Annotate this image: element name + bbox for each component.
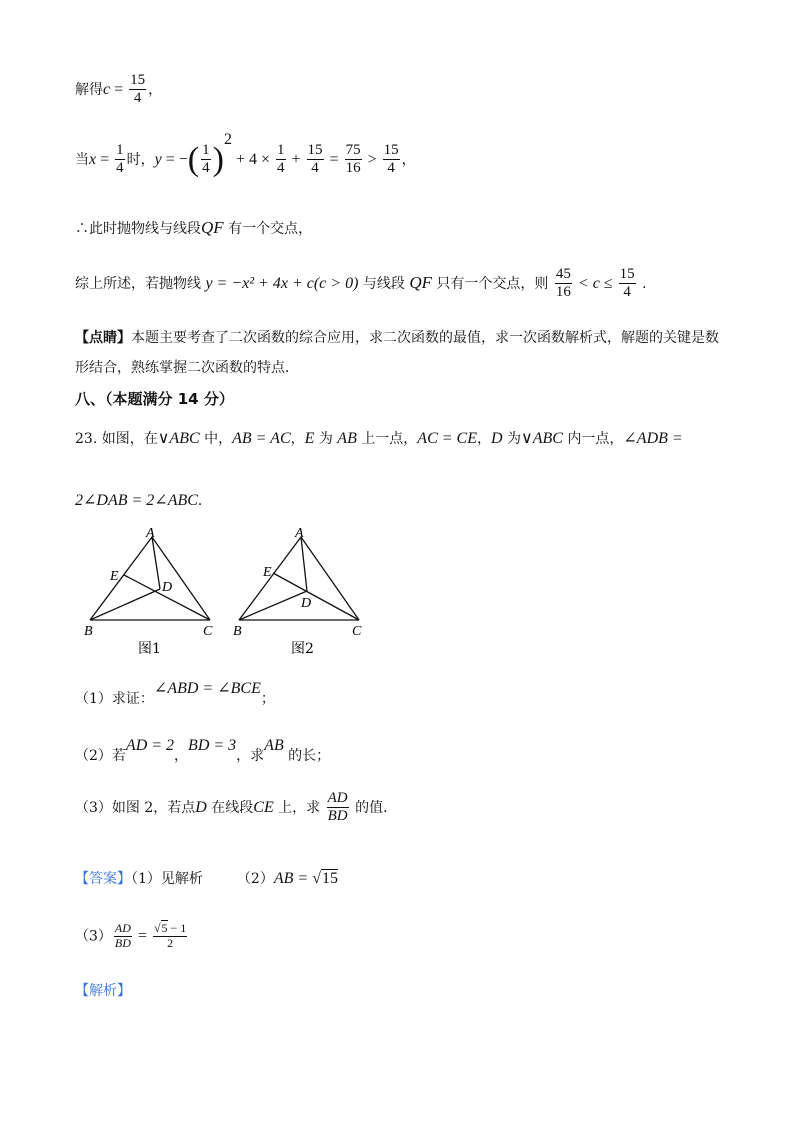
line-conclusion: [75, 266, 646, 302]
question-1: [75, 680, 275, 708]
numerator: 1: [276, 142, 286, 160]
text: 中，: [199, 431, 233, 447]
label-e: E: [110, 569, 119, 584]
math-var: D: [490, 430, 503, 447]
figure-caption: 图2: [291, 641, 314, 657]
math-op: + 4 ×: [231, 150, 274, 168]
numerator-rest: − 1: [167, 921, 187, 935]
text: 为: [502, 431, 521, 447]
label-c: C: [352, 624, 362, 639]
text: ，: [290, 431, 305, 447]
math-op: < c ≤: [573, 274, 617, 292]
label-d: D: [301, 596, 312, 611]
denominator: 4: [116, 160, 124, 177]
denominator: 4: [311, 160, 319, 177]
numerator: 1: [115, 142, 125, 160]
math-var: CE: [253, 798, 274, 816]
line-comment-2: [75, 360, 299, 377]
math-var: QF: [409, 272, 432, 292]
fraction: [153, 922, 187, 951]
fraction: [345, 142, 362, 178]
fraction: [383, 142, 400, 178]
math-expression: AC = CE: [417, 430, 477, 447]
question-3: [75, 790, 397, 826]
section-heading: 八、（本题满分 14 分）: [75, 390, 234, 408]
math-op: >: [363, 150, 381, 168]
math-op: = −: [161, 150, 188, 168]
problem-statement: [75, 429, 683, 448]
math-expression: AD = 2: [125, 737, 175, 754]
math-op: =: [325, 150, 343, 168]
comment-tag: 【点睛】: [75, 330, 131, 346]
answer-tag: 【答案】: [75, 871, 131, 887]
numerator: 15: [129, 72, 146, 90]
figure-2: [227, 525, 377, 665]
text: （3）如图 2，若点: [75, 799, 196, 816]
math-var: c: [103, 80, 111, 98]
text: ∴此时抛物线与线段: [75, 221, 201, 237]
fraction: [555, 266, 572, 302]
math-expression: AB = AC: [232, 430, 291, 447]
line-when-x: [75, 131, 416, 178]
numerator: 15: [383, 142, 400, 160]
answer-line: [75, 869, 338, 888]
math-op: =: [110, 80, 128, 98]
text: 综上所述，若抛物线: [75, 275, 206, 292]
line-solve-c: [75, 72, 162, 108]
text: 有一个交点，: [223, 221, 313, 237]
math-expression: ∠ABD = ∠BCE: [153, 680, 261, 697]
fraction: [327, 790, 349, 826]
text: 的长；: [283, 748, 331, 764]
math-expression: ∠ADB =: [623, 430, 683, 447]
numerator: AD: [114, 921, 131, 935]
numerator: AD: [327, 790, 349, 808]
math-var: x: [89, 150, 97, 168]
text: 时，: [126, 151, 155, 168]
text: （1）求证：: [75, 691, 154, 707]
text: 的值．: [350, 799, 398, 816]
problem-statement-2: [75, 491, 202, 510]
denominator: BD: [327, 808, 348, 825]
denominator: 4: [387, 160, 395, 177]
text: 为: [314, 431, 338, 447]
text: ，: [401, 151, 416, 168]
radicand: 5: [161, 921, 168, 935]
math-op: =: [96, 150, 114, 168]
math-var: AB: [337, 430, 357, 447]
radicand: 15: [321, 870, 338, 887]
denominator: 16: [555, 284, 571, 301]
right-paren: ): [212, 140, 224, 178]
fraction: [129, 72, 146, 108]
label-b: B: [84, 624, 93, 639]
text: 上，求: [273, 799, 325, 816]
text: 当: [75, 151, 89, 168]
label-d: D: [162, 580, 173, 595]
text: 与线段: [358, 275, 410, 292]
text: .: [197, 492, 202, 509]
text: .: [637, 275, 647, 292]
math-var: E: [304, 430, 315, 447]
math-expression: BD = 3: [188, 737, 237, 754]
math-var: AB: [264, 737, 284, 754]
text: 只有一个交点，则: [431, 275, 553, 292]
text: ，求: [236, 748, 265, 764]
denominator: 2: [167, 935, 174, 950]
label-b: B: [233, 624, 242, 639]
math-expression: ∨ABC: [157, 430, 200, 447]
text: 上一点，: [356, 431, 418, 447]
label-a: A: [295, 526, 304, 541]
math-op: =: [133, 927, 151, 945]
denominator: 16: [345, 160, 361, 177]
fraction: [276, 142, 286, 178]
denominator: 4: [277, 160, 285, 177]
math-op: +: [287, 150, 305, 168]
text: 23. 如图，在: [75, 431, 158, 447]
numerator: √5 − 1: [153, 921, 187, 935]
figure-1: [78, 525, 228, 665]
text: ，: [174, 748, 189, 764]
denominator: 4: [202, 160, 210, 177]
text: 内一点，: [562, 431, 624, 447]
text: ，: [476, 431, 491, 447]
text: 解得: [75, 81, 103, 98]
answer-3: [75, 922, 189, 951]
numerator: 15: [619, 266, 636, 284]
text: 形结合，熟练掌握二次函数的特点．: [75, 360, 299, 376]
exponent: 2: [223, 131, 232, 149]
figure-caption: 图1: [138, 641, 161, 657]
numerator: 45: [555, 266, 572, 284]
text: （2）: [236, 871, 274, 887]
line-comment: [75, 330, 719, 347]
math-var: D: [195, 798, 207, 816]
fraction: [307, 142, 324, 178]
line-intersection: [75, 218, 312, 238]
text: （3）: [75, 928, 112, 945]
math-expression: AB =: [273, 870, 313, 887]
analysis-tag: 【解析】: [75, 983, 131, 999]
answer-1: （1）见解析: [131, 871, 203, 887]
fraction: [115, 142, 125, 178]
numerator: 1: [201, 142, 211, 160]
math-var: QF: [201, 218, 224, 237]
label-a: A: [146, 526, 155, 541]
fraction: [114, 922, 132, 951]
text: 本题主要考查了二次函数的综合应用，求二次函数的最值，求一次函数解析式，解题的关键是数: [131, 330, 719, 346]
fraction: [201, 142, 211, 178]
label-e: E: [263, 565, 272, 580]
denominator: BD: [114, 935, 131, 950]
denominator: 4: [623, 284, 631, 301]
left-paren: (: [187, 140, 200, 178]
text: 在线段: [206, 799, 254, 816]
math-expression: ∨ABC: [521, 430, 563, 447]
math-expression: y = −x² + 4x + c(c > 0): [205, 274, 359, 292]
sqrt-symbol: √: [312, 870, 321, 887]
numerator: 15: [307, 142, 324, 160]
text: ，: [148, 81, 163, 98]
label-c: C: [203, 624, 213, 639]
text: （2）若: [75, 748, 126, 764]
numerator: 75: [345, 142, 362, 160]
text: ；: [260, 691, 275, 707]
math-var: y: [154, 150, 162, 168]
math-expression: 2∠DAB = 2∠ABC: [75, 492, 198, 509]
fraction: [619, 266, 636, 302]
denominator: 4: [133, 90, 142, 107]
question-2: [75, 737, 331, 765]
